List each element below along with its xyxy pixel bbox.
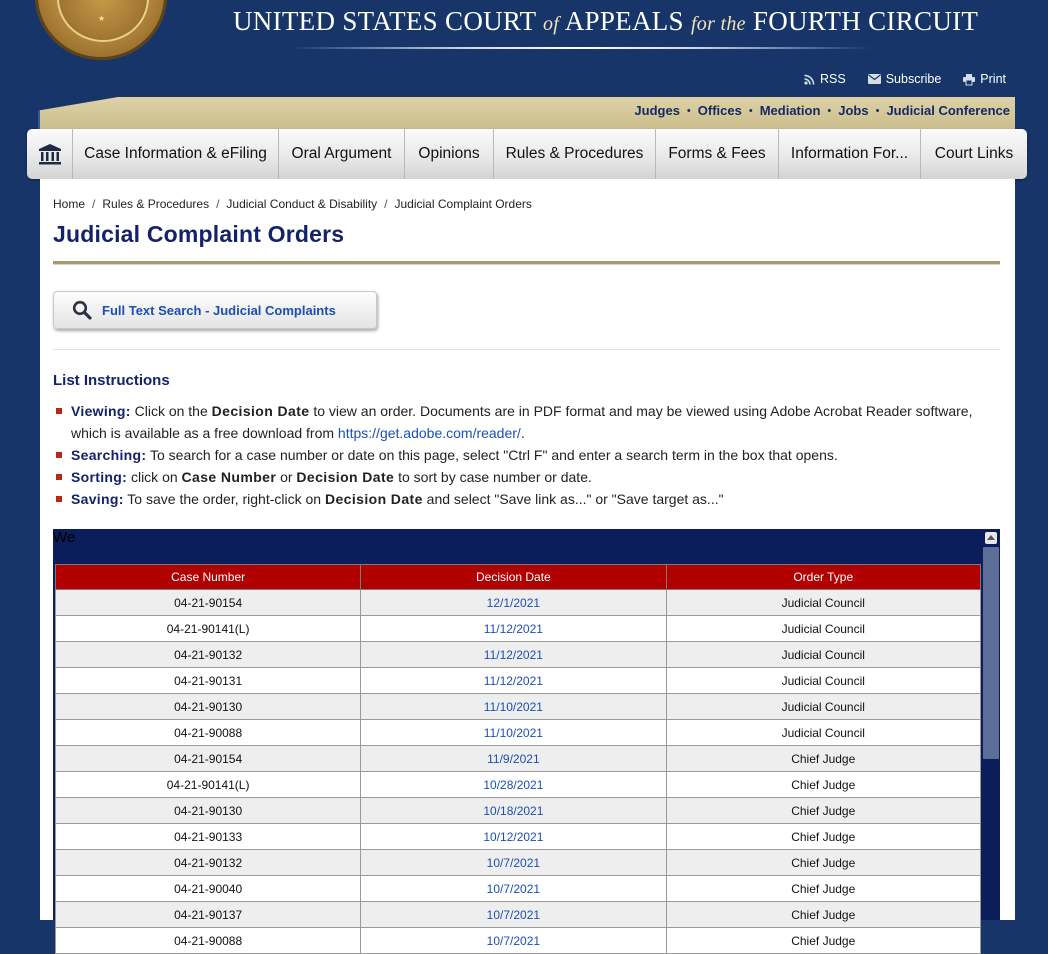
orders-table xyxy=(55,564,981,954)
main-nav xyxy=(27,129,1027,179)
instruction-sorting xyxy=(53,466,988,488)
instruction-text: . xyxy=(520,425,525,441)
decision-date-link[interactable]: 10/28/2021 xyxy=(361,772,666,798)
breadcrumb xyxy=(53,197,532,211)
case-number-cell: 04-21-90130 xyxy=(56,694,361,720)
content-panel xyxy=(40,179,1015,948)
breadcrumb-current: Judicial Complaint Orders xyxy=(394,197,532,211)
printer-icon xyxy=(963,74,975,85)
orders-table-body xyxy=(56,590,981,954)
rss-link[interactable] xyxy=(804,72,846,86)
instruction-text: To search for a case number or date on this page, select "Ctrl F" and enter a search term in the box that opens. xyxy=(146,447,838,463)
order-type-cell: Chief Judge xyxy=(666,798,981,824)
title-part-court: UNITED STATES COURT xyxy=(233,6,536,36)
breadcrumb-separator: / xyxy=(216,197,220,211)
case-number-cell: 04-21-90141(L) xyxy=(56,772,361,798)
frame-stub-text: We xyxy=(53,529,76,546)
table-row xyxy=(56,694,981,720)
envelope-icon xyxy=(868,74,881,84)
list-instructions-heading: List Instructions xyxy=(53,372,170,389)
order-type-cell: Chief Judge xyxy=(666,876,981,902)
title-part-circuit: FOURTH CIRCUIT xyxy=(752,6,979,36)
breadcrumb-separator: / xyxy=(92,197,96,211)
search-icon xyxy=(72,300,92,320)
case-number-cell: 04-21-90088 xyxy=(56,720,361,746)
table-row xyxy=(56,850,981,876)
orders-frame xyxy=(53,529,1000,948)
instruction-viewing xyxy=(53,400,988,444)
nav-opinions[interactable]: Opinions xyxy=(405,129,494,179)
page-title: Judicial Complaint Orders xyxy=(53,221,345,247)
order-type-cell: Chief Judge xyxy=(666,746,981,772)
case-number-cell: 04-21-90154 xyxy=(56,590,361,616)
decision-date-link[interactable]: 11/10/2021 xyxy=(361,694,666,720)
search-button-label: Full Text Search - Judicial Complaints xyxy=(102,302,336,318)
court-seal-logo[interactable] xyxy=(35,0,169,62)
instruction-bold: Decision Date xyxy=(296,469,395,485)
instruction-text: click on xyxy=(127,469,182,485)
case-number-cell: 04-21-90132 xyxy=(56,642,361,668)
secondary-nav-judges[interactable]: Judges xyxy=(634,103,680,118)
bullet-icon xyxy=(56,408,62,414)
nav-oral-argument[interactable]: Oral Argument xyxy=(279,129,405,179)
case-number-cell: 04-21-90141(L) xyxy=(56,616,361,642)
seal-star-icon: ★ xyxy=(98,14,106,23)
table-row xyxy=(56,772,981,798)
breadcrumb-judicial-conduct[interactable]: Judicial Conduct & Disability xyxy=(226,197,378,211)
instruction-term: Searching: xyxy=(71,447,147,463)
print-label: Print xyxy=(980,72,1006,86)
decision-date-link[interactable]: 12/1/2021 xyxy=(361,590,666,616)
title-part-for-the: for the xyxy=(690,13,746,35)
table-row xyxy=(56,876,981,902)
full-text-search-button[interactable] xyxy=(53,291,377,329)
order-type-cell: Chief Judge xyxy=(666,850,981,876)
column-header-order-type[interactable]: Order Type xyxy=(666,565,981,590)
decision-date-link[interactable]: 10/18/2021 xyxy=(361,798,666,824)
table-header-row xyxy=(56,565,981,590)
nav-court-links[interactable]: Court Links xyxy=(934,145,1014,162)
table-row xyxy=(56,928,981,954)
table-row xyxy=(56,746,981,772)
secondary-nav-jobs[interactable]: Jobs xyxy=(838,103,869,118)
table-row xyxy=(56,720,981,746)
order-type-cell: Chief Judge xyxy=(666,824,981,850)
case-number-cell: 04-21-90088 xyxy=(56,928,361,954)
instruction-term: Viewing: xyxy=(71,403,131,419)
subscribe-link[interactable] xyxy=(868,72,942,86)
decision-date-link[interactable]: 10/7/2021 xyxy=(361,850,666,876)
table-row xyxy=(56,642,981,668)
order-type-cell: Chief Judge xyxy=(666,772,981,798)
decision-date-link[interactable]: 10/7/2021 xyxy=(361,902,666,928)
instruction-text: to sort by case number or date. xyxy=(394,469,592,485)
order-type-cell: Judicial Council xyxy=(666,720,981,746)
scroll-thumb[interactable] xyxy=(983,547,999,759)
section-divider xyxy=(53,349,1000,350)
nav-rules-procedures[interactable]: Rules & Procedures xyxy=(494,129,656,179)
decision-date-link[interactable]: 10/7/2021 xyxy=(361,876,666,902)
secondary-nav xyxy=(634,103,1010,118)
case-number-cell: 04-21-90131 xyxy=(56,668,361,694)
decision-date-link[interactable]: 11/9/2021 xyxy=(361,746,666,772)
order-type-cell: Judicial Council xyxy=(666,668,981,694)
rss-label: RSS xyxy=(820,72,846,86)
instruction-searching xyxy=(53,444,988,466)
decision-date-link[interactable]: 11/12/2021 xyxy=(361,642,666,668)
table-row xyxy=(56,798,981,824)
bullet-icon xyxy=(56,474,62,480)
decision-date-link[interactable]: 10/12/2021 xyxy=(361,824,666,850)
table-row xyxy=(56,616,981,642)
breadcrumb-separator: / xyxy=(384,197,388,211)
instruction-bold: Decision Date xyxy=(211,403,310,419)
rss-icon xyxy=(804,74,815,85)
order-type-cell: Judicial Council xyxy=(666,616,981,642)
case-number-cell: 04-21-90040 xyxy=(56,876,361,902)
nav-forms-fees[interactable]: Forms & Fees xyxy=(656,129,779,179)
case-number-cell: 04-21-90130 xyxy=(56,798,361,824)
column-header-decision-date[interactable]: Decision Date xyxy=(361,565,666,590)
instruction-term: Saving: xyxy=(71,491,124,507)
order-type-cell: Judicial Council xyxy=(666,642,981,668)
instruction-text: or xyxy=(276,469,297,485)
secondary-nav-judicial-conference[interactable]: Judicial Conference xyxy=(886,103,1010,118)
title-part-appeals: APPEALS xyxy=(564,6,684,36)
decision-date-link[interactable]: 11/12/2021 xyxy=(361,668,666,694)
column-header-case-number[interactable]: Case Number xyxy=(56,565,361,590)
bullet-icon xyxy=(56,452,62,458)
order-type-cell: Judicial Council xyxy=(666,694,981,720)
title-part-of: of xyxy=(543,13,560,35)
instruction-bold: Case Number xyxy=(181,469,277,485)
table-row xyxy=(56,590,981,616)
bullet-icon xyxy=(56,496,62,502)
instruction-text: to view an order. Documents are in PDF format and may be viewed using Adobe Acrobat Reader software, which is available as a free download from xyxy=(71,403,973,441)
order-type-cell: Chief Judge xyxy=(666,902,981,928)
nav-case-information[interactable]: Case Information & eFiling xyxy=(73,129,279,179)
case-number-cell: 04-21-90154 xyxy=(56,746,361,772)
table-row xyxy=(56,668,981,694)
breadcrumb-home[interactable]: Home xyxy=(53,197,86,211)
case-number-cell: 04-21-90137 xyxy=(56,902,361,928)
court-title xyxy=(233,6,978,37)
instruction-text: and select "Save link as..." or "Save target as..." xyxy=(422,491,724,507)
decision-date-link[interactable]: 11/12/2021 xyxy=(361,616,666,642)
courthouse-icon xyxy=(38,143,62,165)
case-number-cell: 04-21-90133 xyxy=(56,824,361,850)
decision-date-link[interactable]: 11/10/2021 xyxy=(361,720,666,746)
instruction-saving xyxy=(53,488,988,510)
breadcrumb-rules-procedures[interactable]: Rules & Procedures xyxy=(102,197,210,211)
instruction-text: Click on the xyxy=(130,403,212,419)
instruction-bold: Decision Date xyxy=(324,491,423,507)
decision-date-link[interactable]: 10/7/2021 xyxy=(361,928,666,954)
instruction-term: Sorting: xyxy=(71,469,128,485)
title-rule xyxy=(290,47,872,49)
secondary-nav-mediation[interactable]: Mediation xyxy=(759,103,821,118)
utility-links xyxy=(804,72,1006,86)
nav-information-for[interactable]: Information For... xyxy=(779,129,921,179)
print-link[interactable] xyxy=(963,72,1006,86)
table-row xyxy=(56,902,981,928)
nav-dot: • xyxy=(827,104,832,117)
order-type-cell: Judicial Council xyxy=(666,590,981,616)
frame-scrollbar[interactable] xyxy=(982,529,1000,920)
case-number-cell: 04-21-90132 xyxy=(56,850,361,876)
nav-home[interactable] xyxy=(27,129,73,179)
adobe-reader-link[interactable]: https://get.adobe.com/reader/ xyxy=(337,425,521,441)
order-type-cell: Chief Judge xyxy=(666,928,981,954)
title-underline xyxy=(53,261,1000,265)
scroll-up-arrow-icon[interactable] xyxy=(985,532,997,544)
table-row xyxy=(56,824,981,850)
nav-dot: • xyxy=(875,104,880,117)
nav-dot: • xyxy=(686,104,691,117)
instructions-list xyxy=(53,400,988,510)
instruction-text: To save the order, right-click on xyxy=(123,491,325,507)
subscribe-label: Subscribe xyxy=(885,72,942,86)
nav-dot: • xyxy=(748,104,753,117)
secondary-nav-offices[interactable]: Offices xyxy=(697,103,742,118)
